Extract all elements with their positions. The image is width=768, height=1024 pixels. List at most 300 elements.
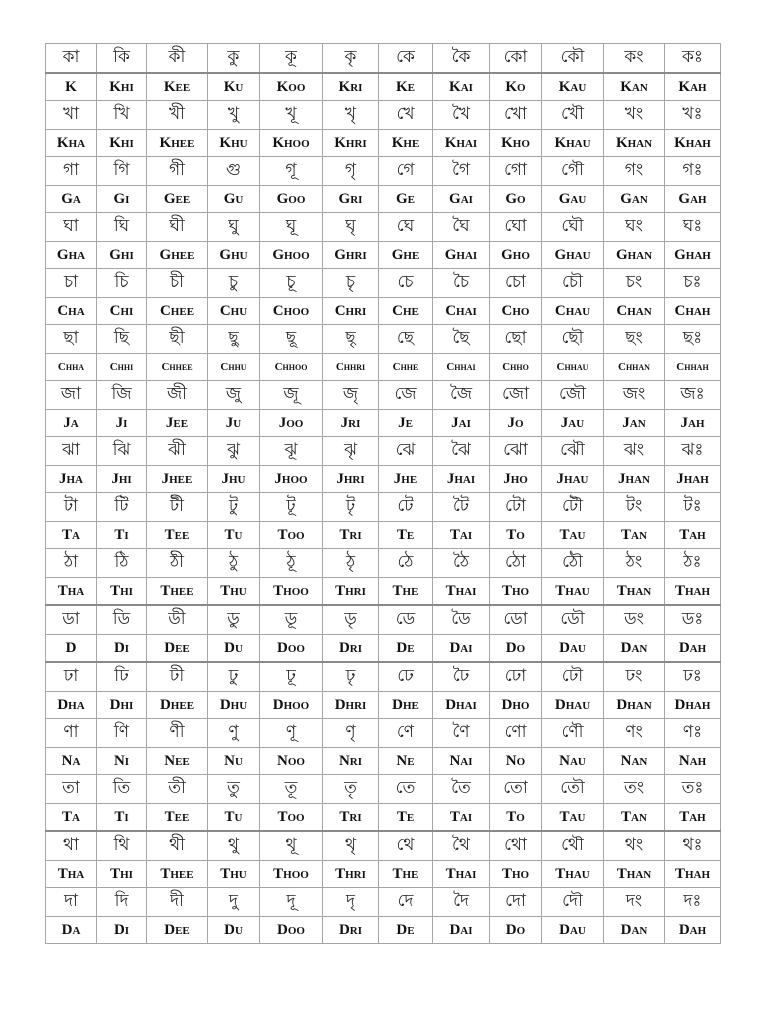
- romanized-syllable-cell: Dri: [323, 635, 379, 663]
- bengali-syllable-cell: তো: [490, 775, 542, 804]
- romanized-syllable-cell: Chhe: [379, 354, 433, 381]
- bengali-syllable-cell: জৃ: [323, 381, 379, 410]
- bengali-syllable-cell: ডং: [604, 605, 665, 635]
- bengali-syllable-row: [46, 381, 721, 410]
- bengali-syllable-cell: খো: [490, 101, 542, 130]
- romanized-syllable-cell: Dee: [147, 635, 208, 663]
- bengali-syllable-row: [46, 549, 721, 578]
- romanized-syllable-cell: Khan: [604, 130, 665, 157]
- romanized-syllable-cell: Noo: [260, 748, 323, 775]
- romanized-syllable-cell: To: [490, 804, 542, 832]
- romanized-syllable-cell: Chha: [46, 354, 97, 381]
- romanized-syllable-cell: Jee: [147, 410, 208, 437]
- bengali-syllable-cell: ঘা: [46, 213, 97, 242]
- romanized-syllable-cell: Gi: [97, 186, 147, 213]
- bengali-syllable-cell: দং: [604, 888, 665, 917]
- romanized-syllable-cell: Dhu: [208, 692, 260, 719]
- bengali-syllable-cell: দঃ: [665, 888, 721, 917]
- romanized-syllable-cell: Choo: [260, 298, 323, 325]
- romanized-syllable-cell: Ji: [97, 410, 147, 437]
- romanized-syllable-cell: Doo: [260, 917, 323, 944]
- bengali-syllable-cell: দো: [490, 888, 542, 917]
- bengali-syllable-cell: টা: [46, 493, 97, 522]
- bengali-syllable-cell: জৌ: [542, 381, 604, 410]
- romanized-syllable-row: [46, 186, 721, 213]
- romanized-syllable-cell: K: [46, 73, 97, 101]
- romanized-syllable-cell: Tan: [604, 522, 665, 549]
- bengali-syllable-cell: চো: [490, 269, 542, 298]
- bengali-syllable-cell: তং: [604, 775, 665, 804]
- romanized-syllable-cell: Tah: [665, 522, 721, 549]
- bengali-syllable-cell: ঢৈ: [433, 662, 490, 692]
- bengali-syllable-cell: টু: [208, 493, 260, 522]
- romanized-syllable-cell: Dan: [604, 635, 665, 663]
- bengali-syllable-cell: গৌ: [542, 157, 604, 186]
- bengali-syllable-cell: দি: [97, 888, 147, 917]
- bengali-syllable-row: [46, 662, 721, 692]
- romanized-syllable-cell: Chri: [323, 298, 379, 325]
- romanized-syllable-cell: Tau: [542, 804, 604, 832]
- bengali-syllable-cell: তৌ: [542, 775, 604, 804]
- bengali-syllable-cell: ঢূ: [260, 662, 323, 692]
- bengali-syllable-cell: ঠে: [379, 549, 433, 578]
- bengali-syllable-row: [46, 101, 721, 130]
- romanized-syllable-cell: Jhai: [433, 466, 490, 493]
- romanized-syllable-cell: Thee: [147, 578, 208, 606]
- bengali-syllable-row: [46, 605, 721, 635]
- romanized-syllable-cell: Jai: [433, 410, 490, 437]
- romanized-syllable-cell: Do: [490, 917, 542, 944]
- bengali-syllable-cell: ঢি: [97, 662, 147, 692]
- romanized-syllable-cell: Jhe: [379, 466, 433, 493]
- bengali-syllable-cell: ণৌ: [542, 719, 604, 748]
- bengali-syllable-cell: ঢে: [379, 662, 433, 692]
- bengali-syllable-cell: ঝৌ: [542, 437, 604, 466]
- bengali-syllable-cell: থৌ: [542, 831, 604, 861]
- romanized-syllable-cell: Dhah: [665, 692, 721, 719]
- bengali-syllable-cell: তঃ: [665, 775, 721, 804]
- romanized-syllable-cell: Ghah: [665, 242, 721, 269]
- bengali-syllable-cell: জী: [147, 381, 208, 410]
- bengali-syllable-cell: দৌ: [542, 888, 604, 917]
- bengali-syllable-cell: ণং: [604, 719, 665, 748]
- bengali-syllable-cell: গে: [379, 157, 433, 186]
- romanized-syllable-cell: Dhi: [97, 692, 147, 719]
- romanized-syllable-cell: Tah: [665, 804, 721, 832]
- romanized-syllable-row: [46, 410, 721, 437]
- romanized-syllable-cell: Di: [97, 635, 147, 663]
- bengali-syllable-cell: গঃ: [665, 157, 721, 186]
- romanized-syllable-cell: Cha: [46, 298, 97, 325]
- bengali-syllable-cell: টি: [97, 493, 147, 522]
- bengali-syllable-cell: ণৈ: [433, 719, 490, 748]
- romanized-syllable-cell: Ti: [97, 522, 147, 549]
- romanized-syllable-cell: Khe: [379, 130, 433, 157]
- bengali-syllable-cell: ডৈ: [433, 605, 490, 635]
- bengali-syllable-cell: ঝা: [46, 437, 97, 466]
- bengali-syllable-cell: কং: [604, 44, 665, 74]
- romanized-syllable-cell: Khi: [97, 73, 147, 101]
- bengali-syllable-cell: ঝে: [379, 437, 433, 466]
- bengali-syllable-cell: থৃ: [323, 831, 379, 861]
- bengali-syllable-cell: কি: [97, 44, 147, 74]
- romanized-syllable-cell: Thai: [433, 578, 490, 606]
- bengali-syllable-cell: ঢী: [147, 662, 208, 692]
- bengali-syllable-cell: দী: [147, 888, 208, 917]
- bengali-syllable-cell: ঝূ: [260, 437, 323, 466]
- romanized-syllable-cell: Je: [379, 410, 433, 437]
- bengali-syllable-cell: ঘে: [379, 213, 433, 242]
- romanized-syllable-cell: Khai: [433, 130, 490, 157]
- romanized-syllable-cell: Jan: [604, 410, 665, 437]
- bengali-syllable-cell: ঠী: [147, 549, 208, 578]
- bengali-syllable-cell: তূ: [260, 775, 323, 804]
- bengali-syllable-cell: ঝৃ: [323, 437, 379, 466]
- romanized-syllable-cell: Nan: [604, 748, 665, 775]
- bengali-syllable-row: [46, 437, 721, 466]
- romanized-syllable-cell: Tai: [433, 804, 490, 832]
- bengali-syllable-cell: ডো: [490, 605, 542, 635]
- bengali-syllable-cell: কে: [379, 44, 433, 74]
- bengali-syllable-cell: জে: [379, 381, 433, 410]
- romanized-syllable-cell: Tho: [490, 861, 542, 888]
- bengali-syllable-cell: ছে: [379, 325, 433, 354]
- romanized-syllable-cell: Ghai: [433, 242, 490, 269]
- romanized-syllable-cell: Khee: [147, 130, 208, 157]
- romanized-syllable-cell: Tha: [46, 578, 97, 606]
- romanized-syllable-cell: Jhan: [604, 466, 665, 493]
- romanized-syllable-cell: Ni: [97, 748, 147, 775]
- bengali-syllable-cell: ছা: [46, 325, 97, 354]
- bengali-syllable-cell: ছৈ: [433, 325, 490, 354]
- romanized-syllable-cell: Gah: [665, 186, 721, 213]
- bengali-syllable-cell: টূ: [260, 493, 323, 522]
- bengali-syllable-cell: চু: [208, 269, 260, 298]
- bengali-syllable-cell: গৈ: [433, 157, 490, 186]
- bengali-syllable-cell: ঠি: [97, 549, 147, 578]
- bengali-syllable-cell: ডৃ: [323, 605, 379, 635]
- romanized-syllable-row: [46, 354, 721, 381]
- bengali-syllable-cell: তী: [147, 775, 208, 804]
- romanized-syllable-cell: Jhu: [208, 466, 260, 493]
- romanized-syllable-cell: Ghu: [208, 242, 260, 269]
- bengali-syllable-cell: ঢু: [208, 662, 260, 692]
- bengali-syllable-cell: ঝং: [604, 437, 665, 466]
- romanized-syllable-cell: Tha: [46, 861, 97, 888]
- romanized-syllable-cell: Chho: [490, 354, 542, 381]
- bengali-syllable-cell: ণু: [208, 719, 260, 748]
- bengali-syllable-cell: কু: [208, 44, 260, 74]
- romanized-syllable-cell: Dhoo: [260, 692, 323, 719]
- bengali-syllable-cell: ঝো: [490, 437, 542, 466]
- romanized-syllable-cell: Chu: [208, 298, 260, 325]
- romanized-syllable-cell: Gan: [604, 186, 665, 213]
- romanized-syllable-cell: Kai: [433, 73, 490, 101]
- bengali-syllable-cell: ঢঃ: [665, 662, 721, 692]
- romanized-syllable-row: [46, 522, 721, 549]
- bengali-syllable-cell: তে: [379, 775, 433, 804]
- bengali-syllable-cell: তৃ: [323, 775, 379, 804]
- romanized-syllable-cell: Doo: [260, 635, 323, 663]
- bengali-syllable-cell: ঢা: [46, 662, 97, 692]
- bengali-syllable-cell: দূ: [260, 888, 323, 917]
- bengali-syllable-cell: খা: [46, 101, 97, 130]
- romanized-syllable-cell: Ne: [379, 748, 433, 775]
- bengali-syllable-row: [46, 325, 721, 354]
- romanized-syllable-cell: Khah: [665, 130, 721, 157]
- romanized-syllable-cell: Jhi: [97, 466, 147, 493]
- bengali-syllable-row: [46, 831, 721, 861]
- bengali-syllable-cell: তৈ: [433, 775, 490, 804]
- romanized-syllable-cell: Chah: [665, 298, 721, 325]
- romanized-syllable-row: [46, 578, 721, 606]
- romanized-syllable-cell: Thau: [542, 578, 604, 606]
- romanized-syllable-cell: Cho: [490, 298, 542, 325]
- bengali-syllable-cell: ঘৌ: [542, 213, 604, 242]
- bengali-syllable-cell: ঘং: [604, 213, 665, 242]
- bengali-syllable-row: [46, 44, 721, 74]
- bengali-syllable-cell: খঃ: [665, 101, 721, 130]
- romanized-syllable-cell: De: [379, 635, 433, 663]
- bengali-syllable-row: [46, 493, 721, 522]
- bengali-syllable-cell: খূ: [260, 101, 323, 130]
- romanized-syllable-cell: Thau: [542, 861, 604, 888]
- romanized-syllable-cell: Jau: [542, 410, 604, 437]
- romanized-syllable-cell: De: [379, 917, 433, 944]
- bengali-syllable-cell: টৌ: [542, 493, 604, 522]
- romanized-syllable-cell: Nee: [147, 748, 208, 775]
- romanized-syllable-cell: Thai: [433, 861, 490, 888]
- romanized-syllable-row: [46, 466, 721, 493]
- romanized-syllable-cell: Dai: [433, 917, 490, 944]
- romanized-syllable-cell: Kho: [490, 130, 542, 157]
- romanized-syllable-cell: Than: [604, 578, 665, 606]
- romanized-syllable-cell: Dhri: [323, 692, 379, 719]
- romanized-syllable-cell: Too: [260, 804, 323, 832]
- romanized-syllable-cell: Jha: [46, 466, 97, 493]
- romanized-syllable-cell: Khoo: [260, 130, 323, 157]
- bengali-syllable-cell: ঝি: [97, 437, 147, 466]
- bengali-syllable-cell: ণী: [147, 719, 208, 748]
- romanized-syllable-cell: Ja: [46, 410, 97, 437]
- romanized-syllable-cell: Dha: [46, 692, 97, 719]
- romanized-syllable-cell: Do: [490, 635, 542, 663]
- romanized-syllable-cell: Ti: [97, 804, 147, 832]
- romanized-syllable-row: [46, 242, 721, 269]
- romanized-syllable-cell: Ju: [208, 410, 260, 437]
- bengali-syllable-cell: ণি: [97, 719, 147, 748]
- romanized-syllable-cell: Than: [604, 861, 665, 888]
- bengali-syllable-cell: ণূ: [260, 719, 323, 748]
- romanized-syllable-cell: Dhau: [542, 692, 604, 719]
- romanized-syllable-cell: Dan: [604, 917, 665, 944]
- bengali-syllable-cell: থে: [379, 831, 433, 861]
- bengali-syllable-cell: গূ: [260, 157, 323, 186]
- bengali-syllable-cell: ঘো: [490, 213, 542, 242]
- bengali-syllable-cell: কৃ: [323, 44, 379, 74]
- bengali-syllable-cell: ঠঃ: [665, 549, 721, 578]
- bengali-syllable-cell: থি: [97, 831, 147, 861]
- romanized-syllable-cell: Dhee: [147, 692, 208, 719]
- bengali-syllable-cell: ঠৈ: [433, 549, 490, 578]
- romanized-syllable-cell: Chhee: [147, 354, 208, 381]
- romanized-syllable-cell: Ga: [46, 186, 97, 213]
- romanized-syllable-cell: Chee: [147, 298, 208, 325]
- bengali-syllable-cell: ঠং: [604, 549, 665, 578]
- romanized-syllable-cell: Gha: [46, 242, 97, 269]
- romanized-syllable-cell: Nu: [208, 748, 260, 775]
- romanized-syllable-cell: Gai: [433, 186, 490, 213]
- bengali-syllable-cell: ঠা: [46, 549, 97, 578]
- bengali-syllable-row: [46, 775, 721, 804]
- romanized-syllable-cell: Ghri: [323, 242, 379, 269]
- bengali-syllable-cell: টে: [379, 493, 433, 522]
- romanized-syllable-cell: Tu: [208, 522, 260, 549]
- romanized-syllable-row: [46, 692, 721, 719]
- romanized-syllable-row: [46, 298, 721, 325]
- romanized-syllable-cell: Ke: [379, 73, 433, 101]
- bengali-syllable-cell: ছৌ: [542, 325, 604, 354]
- bengali-syllable-cell: থা: [46, 831, 97, 861]
- romanized-syllable-cell: Dau: [542, 635, 604, 663]
- bengali-syllable-cell: খং: [604, 101, 665, 130]
- bengali-syllable-cell: কৌ: [542, 44, 604, 74]
- romanized-syllable-cell: Dai: [433, 635, 490, 663]
- romanized-syllable-cell: Jhri: [323, 466, 379, 493]
- bengali-syllable-cell: কী: [147, 44, 208, 74]
- bengali-syllable-cell: খু: [208, 101, 260, 130]
- romanized-syllable-cell: Chhai: [433, 354, 490, 381]
- romanized-syllable-cell: Dau: [542, 917, 604, 944]
- romanized-syllable-cell: D: [46, 635, 97, 663]
- romanized-syllable-cell: Kan: [604, 73, 665, 101]
- romanized-syllable-cell: Khi: [97, 130, 147, 157]
- romanized-syllable-cell: Goo: [260, 186, 323, 213]
- romanized-syllable-cell: Koo: [260, 73, 323, 101]
- bengali-syllable-cell: কূ: [260, 44, 323, 74]
- romanized-syllable-cell: Kau: [542, 73, 604, 101]
- bengali-syllable-cell: ছু: [208, 325, 260, 354]
- romanized-syllable-cell: Thoo: [260, 861, 323, 888]
- bengali-syllable-row: [46, 888, 721, 917]
- bengali-syllable-cell: তি: [97, 775, 147, 804]
- bengali-syllable-cell: ঘৃ: [323, 213, 379, 242]
- bengali-syllable-cell: ছৃ: [323, 325, 379, 354]
- bengali-barakhadi-table: [45, 43, 721, 944]
- romanized-syllable-cell: To: [490, 522, 542, 549]
- bengali-syllable-cell: গো: [490, 157, 542, 186]
- bengali-syllable-cell: খে: [379, 101, 433, 130]
- bengali-syllable-cell: ঢৌ: [542, 662, 604, 692]
- romanized-syllable-cell: Chhu: [208, 354, 260, 381]
- romanized-syllable-cell: Tau: [542, 522, 604, 549]
- romanized-syllable-cell: Jhoo: [260, 466, 323, 493]
- romanized-syllable-cell: The: [379, 861, 433, 888]
- romanized-syllable-cell: Ghan: [604, 242, 665, 269]
- bengali-syllable-row: [46, 213, 721, 242]
- bengali-syllable-cell: টৈ: [433, 493, 490, 522]
- romanized-syllable-cell: Dhe: [379, 692, 433, 719]
- romanized-syllable-cell: Chi: [97, 298, 147, 325]
- bengali-syllable-cell: কো: [490, 44, 542, 74]
- romanized-syllable-cell: Ghau: [542, 242, 604, 269]
- romanized-syllable-cell: Tu: [208, 804, 260, 832]
- romanized-syllable-cell: Tai: [433, 522, 490, 549]
- romanized-syllable-cell: Chau: [542, 298, 604, 325]
- bengali-syllable-cell: জা: [46, 381, 97, 410]
- bengali-syllable-cell: থু: [208, 831, 260, 861]
- romanized-syllable-cell: Chhah: [665, 354, 721, 381]
- romanized-syllable-cell: Gee: [147, 186, 208, 213]
- romanized-syllable-cell: Di: [97, 917, 147, 944]
- bengali-syllable-cell: ছো: [490, 325, 542, 354]
- bengali-syllable-cell: চূ: [260, 269, 323, 298]
- romanized-syllable-cell: Kri: [323, 73, 379, 101]
- alphabet-sheet: [45, 43, 720, 944]
- bengali-syllable-cell: ঠৃ: [323, 549, 379, 578]
- romanized-syllable-cell: No: [490, 748, 542, 775]
- romanized-syllable-cell: Te: [379, 804, 433, 832]
- romanized-syllable-cell: Dhan: [604, 692, 665, 719]
- romanized-syllable-cell: Ghi: [97, 242, 147, 269]
- bengali-syllable-cell: ঘী: [147, 213, 208, 242]
- romanized-syllable-cell: Tho: [490, 578, 542, 606]
- bengali-syllable-cell: ঠু: [208, 549, 260, 578]
- bengali-syllable-cell: কৈ: [433, 44, 490, 74]
- bengali-syllable-cell: টঃ: [665, 493, 721, 522]
- romanized-syllable-cell: Chhoo: [260, 354, 323, 381]
- romanized-syllable-cell: Khu: [208, 130, 260, 157]
- romanized-syllable-cell: Dee: [147, 917, 208, 944]
- romanized-syllable-cell: Kee: [147, 73, 208, 101]
- romanized-syllable-cell: Nah: [665, 748, 721, 775]
- bengali-syllable-cell: গা: [46, 157, 97, 186]
- bengali-syllable-cell: চঃ: [665, 269, 721, 298]
- bengali-syllable-cell: ডূ: [260, 605, 323, 635]
- romanized-syllable-cell: Thoo: [260, 578, 323, 606]
- bengali-syllable-cell: দা: [46, 888, 97, 917]
- bengali-syllable-cell: জো: [490, 381, 542, 410]
- bengali-syllable-cell: ছং: [604, 325, 665, 354]
- bengali-syllable-cell: খি: [97, 101, 147, 130]
- romanized-syllable-cell: Du: [208, 635, 260, 663]
- table-body: [46, 44, 721, 944]
- bengali-syllable-cell: ঘঃ: [665, 213, 721, 242]
- bengali-syllable-cell: চা: [46, 269, 97, 298]
- romanized-syllable-row: [46, 748, 721, 775]
- romanized-syllable-cell: Ghe: [379, 242, 433, 269]
- bengali-syllable-cell: ডা: [46, 605, 97, 635]
- bengali-syllable-cell: কা: [46, 44, 97, 74]
- romanized-syllable-cell: Dhai: [433, 692, 490, 719]
- bengali-syllable-cell: চে: [379, 269, 433, 298]
- romanized-syllable-cell: Ta: [46, 804, 97, 832]
- romanized-syllable-cell: Chhan: [604, 354, 665, 381]
- romanized-syllable-cell: Thah: [665, 861, 721, 888]
- bengali-syllable-cell: ঢো: [490, 662, 542, 692]
- bengali-syllable-cell: ঢং: [604, 662, 665, 692]
- romanized-syllable-cell: Thri: [323, 861, 379, 888]
- bengali-syllable-cell: ছী: [147, 325, 208, 354]
- bengali-syllable-cell: চৌ: [542, 269, 604, 298]
- romanized-syllable-cell: Che: [379, 298, 433, 325]
- bengali-syllable-cell: ঘৈ: [433, 213, 490, 242]
- bengali-syllable-cell: দৈ: [433, 888, 490, 917]
- bengali-syllable-cell: টং: [604, 493, 665, 522]
- romanized-syllable-cell: Gho: [490, 242, 542, 269]
- bengali-syllable-cell: চং: [604, 269, 665, 298]
- bengali-syllable-cell: ডঃ: [665, 605, 721, 635]
